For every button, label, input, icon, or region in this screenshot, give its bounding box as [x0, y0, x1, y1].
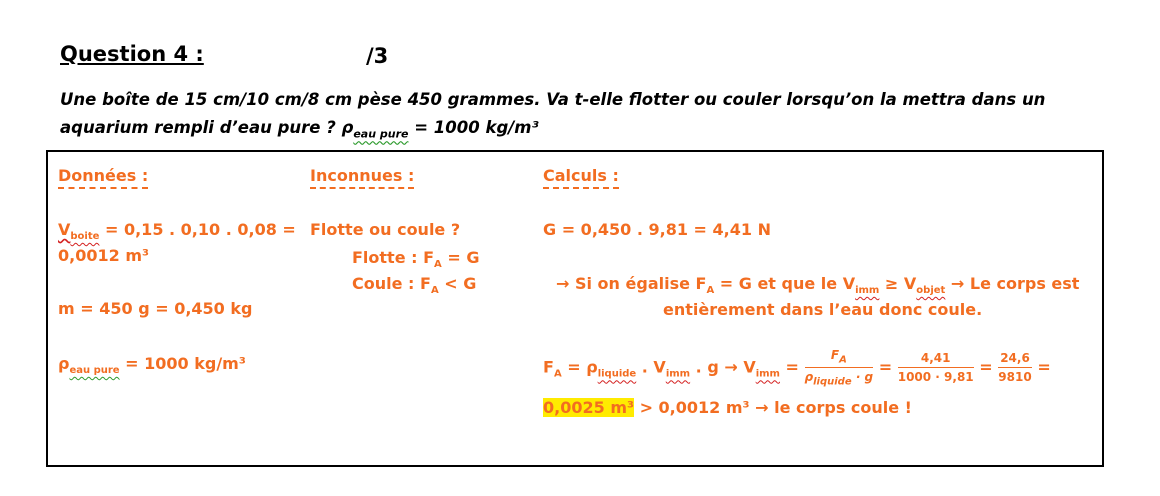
volume-result: 0,0012 m³ — [58, 246, 149, 265]
rho-symbol: ρ — [341, 118, 354, 137]
volume-line: $V_{boite} = 0,15$ . 0,10 . 0,08 = — [58, 220, 296, 243]
highlighted-result: 0,0025 m³ — [543, 398, 634, 417]
question-text — [60, 86, 1120, 148]
rho-value: = 1000 kg/m³ — [408, 118, 539, 137]
conclusion-line: 0,0025 m³ > 0,0012 m³ → le corps coule ! — [543, 398, 912, 417]
reasoning-line-1: → Si on égalise $F_A = G$ et que le $V_{imm} \ge V_{objet} \to Le$ corps est — [556, 274, 1080, 297]
weight-line: G = 0,450 . 9,81 = 4,41 N — [543, 220, 771, 239]
fraction-numeric: $\frac{4,41}{1000 \cdot 9,81}$ — [897, 351, 974, 385]
inconnues-header: Inconnues : — [310, 166, 414, 185]
calculs-header: Calculs : — [543, 166, 619, 185]
question-statement: Une boîte de 15 cm/10 cm/8 cm pèse 450 grammes. Va t-elle flotter ou couler lorsqu’on la mettra dans un aquarium rempli d’eau pure ? — [60, 90, 1046, 137]
reasoning-line-2: entièrement dans l’eau donc coule. — [663, 300, 983, 319]
question-title: Question 4 : — [60, 42, 204, 66]
sink-condition: Coule : $F_A < G$ — [352, 274, 477, 297]
mass-line: m = 450 g = 0,450 kg — [58, 299, 253, 318]
float-condition: Flotte : $F_A = G$ — [352, 248, 480, 271]
fraction-fa-over-rho-g: $\frac{F_A}{\rho_{liquide} \cdot g}$ — [804, 348, 874, 388]
fraction-simplified: $\frac{24,6}{9810}$ — [998, 351, 1032, 385]
density-line: $\rho_{eau pure} = 1000$ kg/m³ — [58, 354, 246, 377]
question-score: /3 — [366, 44, 389, 68]
rho-subscript: eau pure — [353, 127, 409, 141]
formula-line: $F_A = \rho_{liquide}$ . $V_{imm}$ . $g \to V_{imm}$ = $\frac{F_A}{\rho_{liquide} \cdot g}$ = $\frac{4,41}{1000 \cdot 9,81}$ = $\frac{24,6}{9810}$ = — [543, 348, 1051, 388]
unknown-question: Flotte ou coule ? — [310, 220, 461, 239]
donnees-header: Données : — [58, 166, 148, 185]
